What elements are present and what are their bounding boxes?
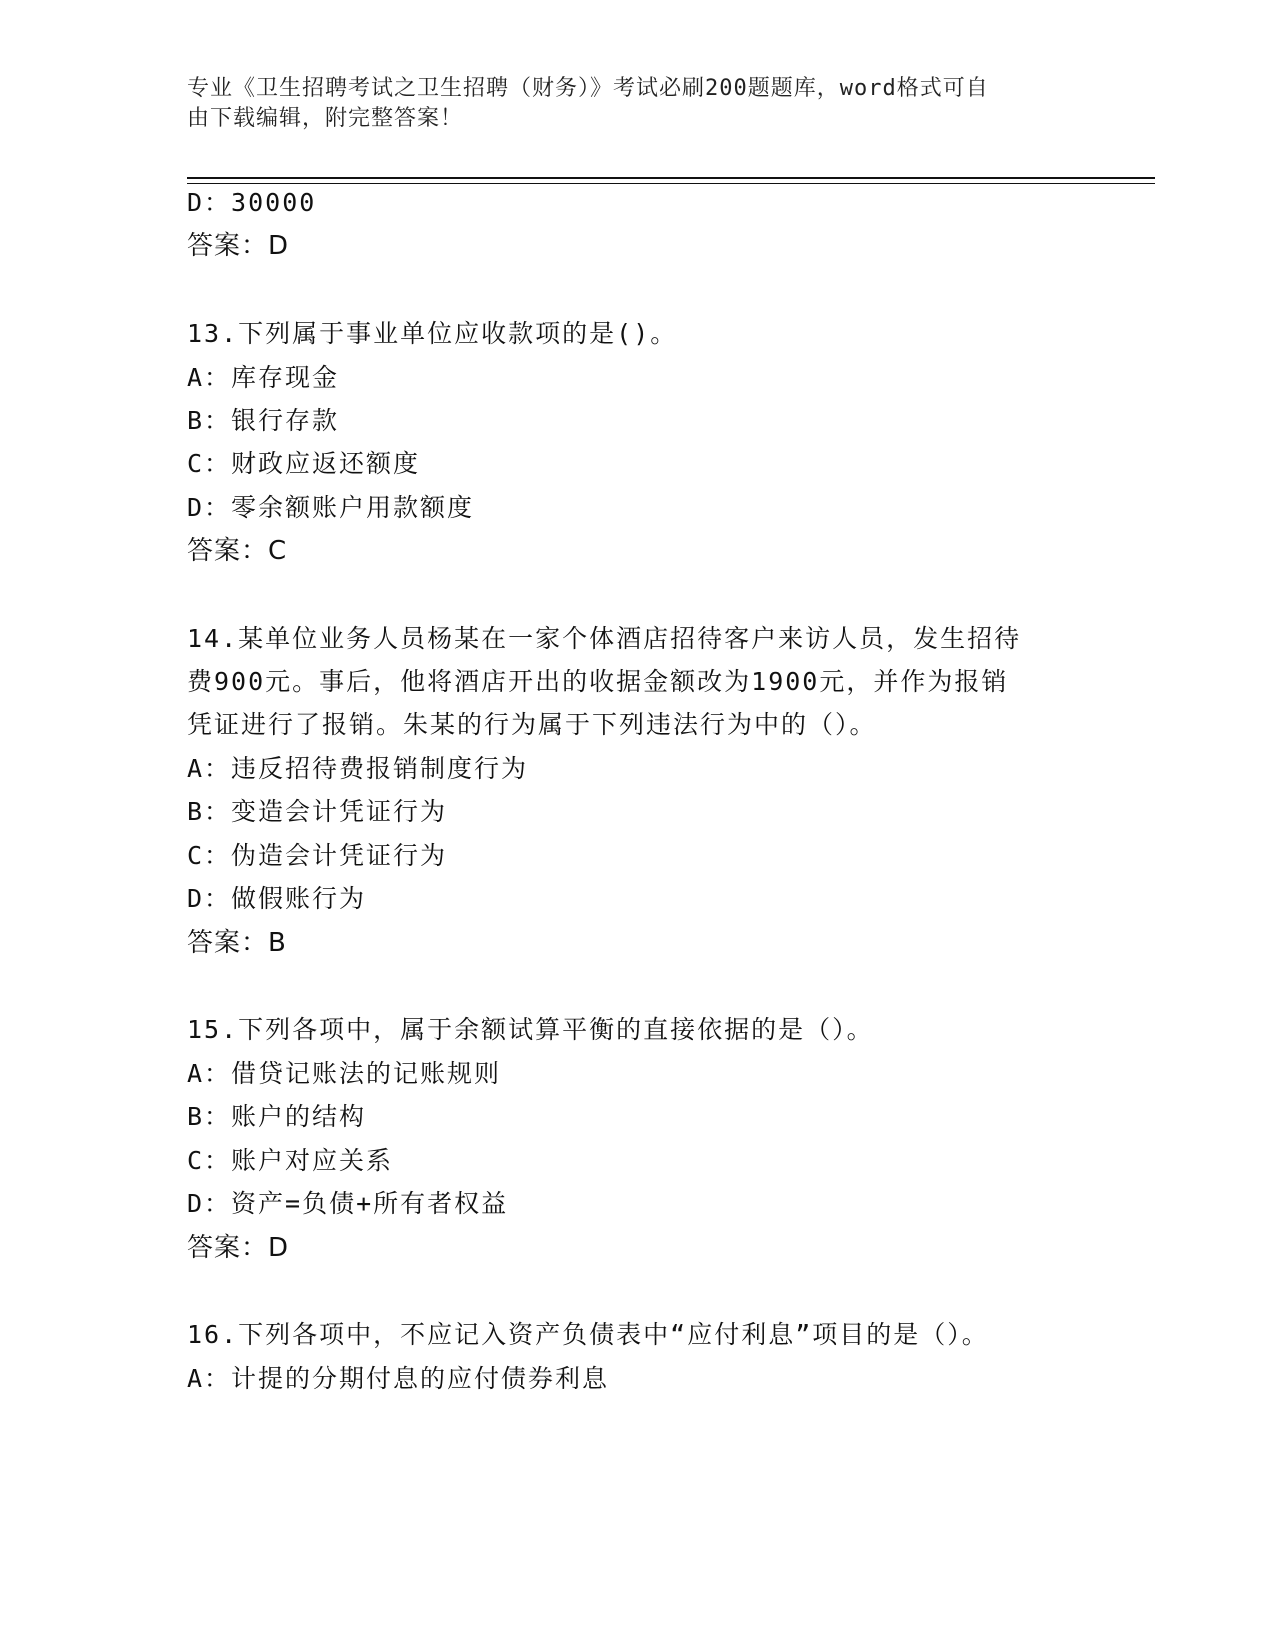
option-b: B：变造会计凭证行为 — [187, 797, 448, 826]
option-c: C：财政应返还额度 — [187, 449, 421, 478]
option-d: D：做假账行为 — [187, 884, 367, 913]
question-stem-continued: 凭证进行了报销。朱某的行为属于下列违法行为中的（）。 — [187, 710, 877, 739]
question-stem: 16.下列各项中，不应记入资产负债表中“应付利息”项目的是（）。 — [187, 1320, 989, 1349]
answer-line: 答案：B — [187, 928, 287, 958]
page-header — [187, 74, 1067, 134]
option-a: A：计提的分期付息的应付债券利息 — [187, 1364, 610, 1393]
header-rule-thick — [187, 177, 1155, 179]
option-c: C：伪造会计凭证行为 — [187, 841, 448, 870]
header-line-1: 专业《卫生招聘考试之卫生招聘（财务）》考试必刷200题题库，word格式可自 — [187, 76, 989, 101]
option-a: A：库存现金 — [187, 363, 340, 392]
option-d: D：30000 — [187, 188, 317, 217]
answer-line: 答案：C — [187, 536, 288, 566]
option-d: D：资产=负债+所有者权益 — [187, 1189, 509, 1218]
option-b: B：账户的结构 — [187, 1102, 367, 1131]
option-d: D：零余额账户用款额度 — [187, 493, 475, 522]
header-line-2: 由下载编辑，附完整答案！ — [187, 106, 464, 131]
option-b: B：银行存款 — [187, 406, 340, 435]
answer-line: 答案：D — [187, 231, 290, 261]
option-a: A：借贷记账法的记账规则 — [187, 1059, 502, 1088]
question-stem: 15.下列各项中，属于余额试算平衡的直接依据的是（）。 — [187, 1015, 874, 1044]
option-a: A：违反招待费报销制度行为 — [187, 754, 529, 783]
question-stem: 14.某单位业务人员杨某在一家个体酒店招待客户来访人员，发生招待 — [187, 624, 1022, 653]
answer-line: 答案：D — [187, 1233, 290, 1263]
question-stem-continued: 费900元。事后，他将酒店开出的收据金额改为1900元，并作为报销 — [187, 667, 1009, 696]
question-stem: 13.下列属于事业单位应收款项的是()。 — [187, 319, 678, 348]
option-c: C：账户对应关系 — [187, 1146, 394, 1175]
